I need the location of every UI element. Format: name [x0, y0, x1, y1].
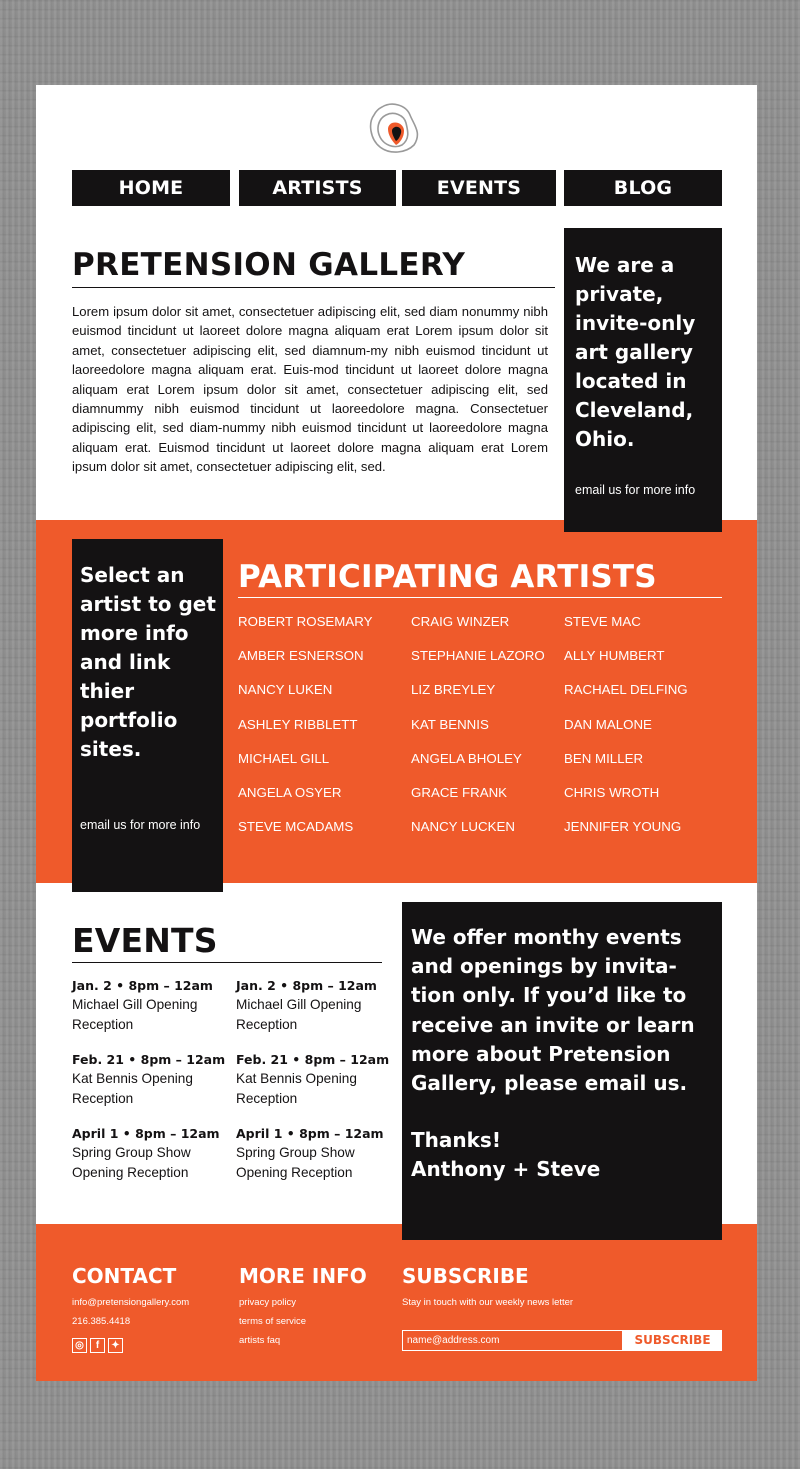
main-nav	[72, 170, 722, 206]
artist-link[interactable]: ANGELA BHOLEY	[411, 750, 522, 766]
page-container	[36, 85, 757, 1381]
event-date: Feb. 21 • 8pm – 12am	[72, 1052, 226, 1067]
contact-email-link[interactable]: info@pretensiongallery.com	[72, 1297, 190, 1308]
artist-link[interactable]: NANCY LUKEN	[238, 682, 333, 698]
events-column-1	[72, 976, 232, 1198]
event-item	[236, 976, 396, 1050]
artist-link[interactable]: NANCY LUCKEN	[411, 819, 515, 835]
event-name: Kat Bennis Opening Reception	[72, 1071, 193, 1106]
event-name: Kat Bennis Opening Reception	[236, 1071, 357, 1106]
about-email-link[interactable]: email us for more info	[575, 483, 696, 497]
artist-link[interactable]: ROBERT ROSEMARY	[238, 614, 373, 629]
artist-link[interactable]: KAT BENNIS	[411, 716, 489, 732]
artist-link[interactable]: RACHAEL DELFING	[564, 682, 688, 698]
artist-link[interactable]: STEVE MCADAMS	[238, 819, 354, 835]
event-item	[72, 976, 232, 1050]
event-item	[72, 1124, 232, 1198]
artist-link[interactable]: BEN MILLER	[564, 750, 644, 766]
artists-title: PARTICIPATING ARTISTS	[238, 559, 722, 598]
event-item	[236, 1124, 396, 1198]
artists-faq-link[interactable]: artists faq	[239, 1335, 281, 1346]
twitter-icon[interactable]: ✦	[108, 1338, 123, 1353]
artist-link[interactable]: JENNIFER YOUNG	[564, 819, 682, 835]
subscribe-button[interactable]: SUBSCRIBE	[623, 1330, 722, 1351]
artist-link[interactable]: CRAIG WINZER	[411, 614, 510, 629]
facebook-icon[interactable]: f	[90, 1338, 105, 1353]
subscribe-title: SUBSCRIBE	[402, 1264, 529, 1288]
artist-info-heading: Select an artist to get more info and link thier portfolio sites.	[80, 563, 216, 761]
artist-link[interactable]: LIZ BREYLEY	[411, 682, 496, 698]
contact-phone: 216.385.4418	[72, 1316, 131, 1327]
footer	[36, 1224, 757, 1381]
artist-link[interactable]: STEPHANIE LAZORO	[411, 648, 545, 664]
event-item	[72, 1050, 232, 1124]
event-item	[236, 1050, 396, 1124]
artist-column-1	[238, 614, 372, 853]
social-links	[72, 1335, 126, 1350]
event-name: Spring Group Show Opening Reception	[72, 1145, 191, 1180]
nav-blog[interactable]: BLOG	[564, 170, 722, 206]
instagram-icon[interactable]: ◎	[72, 1338, 87, 1353]
artist-link[interactable]: CHRIS WROTH	[564, 784, 660, 800]
artist-link[interactable]: ASHLEY RIBBLETT	[238, 716, 358, 732]
artist-link[interactable]: GRACE FRANK	[411, 784, 508, 800]
events-column-2	[236, 976, 396, 1198]
events-title: EVENTS	[72, 921, 382, 963]
event-name: Michael Gill Opening Reception	[236, 997, 362, 1032]
artist-link[interactable]: DAN MALONE	[564, 716, 652, 732]
artist-link[interactable]: MICHAEL GILL	[238, 750, 330, 766]
more-info-title: MORE INFO	[239, 1264, 367, 1288]
signature-line: Anthony + Steve	[411, 1157, 601, 1182]
artist-link[interactable]: STEVE MAC	[564, 614, 641, 629]
nav-home[interactable]: HOME	[72, 170, 230, 206]
artist-link[interactable]: ANGELA OSYER	[238, 784, 342, 800]
subscribe-email-input[interactable]	[402, 1330, 623, 1351]
event-name: Spring Group Show Opening Reception	[236, 1145, 355, 1180]
nav-artists[interactable]: ARTISTS	[239, 170, 396, 206]
artist-link[interactable]: ALLY HUMBERT	[564, 648, 665, 664]
contact-title: CONTACT	[72, 1264, 177, 1288]
artist-link[interactable]: AMBER ESNERSON	[238, 648, 364, 664]
event-date: Jan. 2 • 8pm – 12am	[236, 978, 377, 993]
about-box	[564, 228, 722, 532]
thanks-line: Thanks!	[411, 1128, 501, 1153]
about-heading: We are a private, invite-only art gallery located in Cleveland, Ohio.	[575, 253, 696, 451]
nav-events[interactable]: EVENTS	[402, 170, 556, 206]
gallery-logo	[364, 99, 426, 157]
artist-column-2	[411, 614, 545, 853]
artist-email-link[interactable]: email us for more info	[80, 818, 201, 832]
event-date: April 1 • 8pm – 12am	[236, 1126, 384, 1141]
terms-of-service-link[interactable]: terms of service	[239, 1316, 307, 1327]
events-info-box	[402, 902, 722, 1240]
event-date: Feb. 21 • 8pm – 12am	[236, 1052, 390, 1067]
events-thanks	[411, 1126, 712, 1184]
subscribe-description: Stay in touch with our weekly news letter	[402, 1297, 574, 1308]
event-date: April 1 • 8pm – 12am	[72, 1126, 220, 1141]
privacy-policy-link[interactable]: privacy policy	[239, 1297, 297, 1308]
page-title: PRETENSION GALLERY	[72, 247, 555, 288]
event-date: Jan. 2 • 8pm – 12am	[72, 978, 213, 993]
events-info-text: We offer monthy events and openings by invita-tion only. If you’d like to receive an invite or learn more about Pretension Gallery, please email us.	[411, 925, 695, 1096]
event-name: Michael Gill Opening Reception	[72, 997, 198, 1032]
artist-column-3	[564, 614, 688, 853]
artist-info-box	[72, 539, 223, 892]
intro-text: Lorem ipsum dolor sit amet, consectetuer adipiscing elit, sed diam nonummy nibh euismod tincidunt ut laoreet dolore magna aliquam erat Lorem ipsum dolor sit amet, consectetuer adipiscing elit, sed diamnum-my nibh euismod tincidunt ut laoreedolore magna aliquam erat. Euis-mod tincidunt ut laoreet dolore magna aliquam erat Lorem ipsum dolor sit amet, consectetuer adipiscing elit, sed diamnummy nibh euismod tincidunt ut laoreedolore magna. Consectetuer adipiscing elit, sed diam-nummy nibh euismod tincidunt ut laoreedolore magna aliquam erat. Euismod tincidunt ut laoreet dolore magna aliquam erat Lorem ipsum dolor sit amet, consectetuer adipiscing elit, sed.	[72, 304, 548, 475]
